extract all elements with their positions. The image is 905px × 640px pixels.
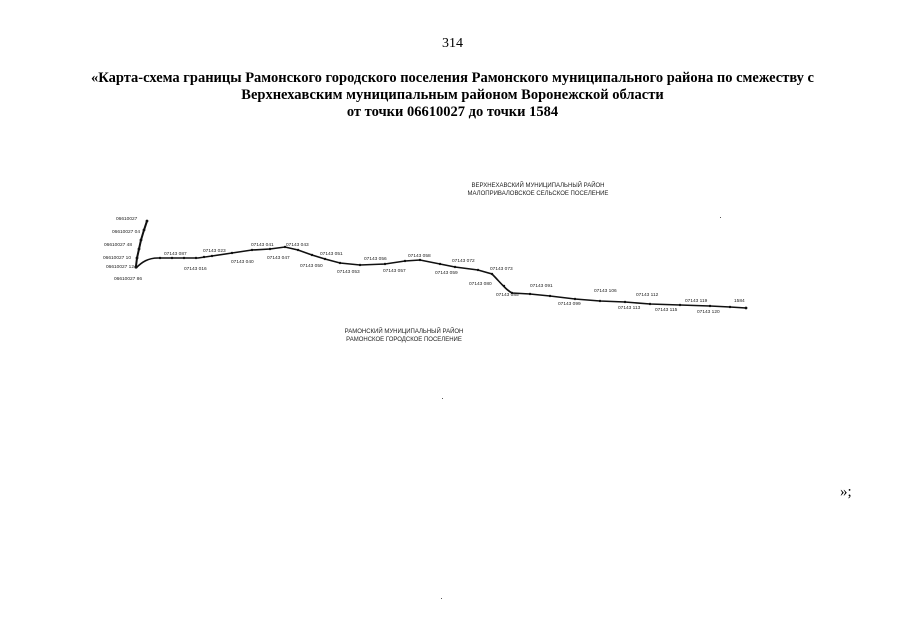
- point-label: 07143 080: [469, 282, 492, 287]
- point-marker: [624, 301, 626, 303]
- point-label: 07143 073: [490, 267, 513, 272]
- point-label: 1584: [734, 299, 745, 304]
- point-marker: [384, 263, 386, 265]
- point-label: 07143 112: [636, 293, 659, 298]
- point-label: 06610027 86: [114, 277, 143, 282]
- point-marker: [404, 260, 406, 262]
- point-label: 07143 058: [408, 254, 431, 259]
- point-label: 07143 085: [496, 293, 519, 298]
- title-line-2: Верхнехавским муниципальным районом Воронежской области: [241, 87, 664, 103]
- point-marker: [297, 249, 299, 251]
- point-label: 07143 053: [337, 270, 360, 275]
- point-marker: [251, 249, 253, 251]
- title-line-3: от точки 06610027 до точки 1584: [346, 104, 559, 120]
- point-marker: [311, 254, 313, 256]
- point-label: 06610027: [116, 217, 138, 222]
- point-label: 07143 059: [435, 271, 458, 276]
- point-label: 07143 051: [320, 252, 343, 257]
- point-marker: [477, 269, 479, 271]
- point-marker: [599, 300, 601, 302]
- point-label: 07143 043: [286, 243, 309, 248]
- point-label: 07143 106: [594, 289, 617, 294]
- point-label: 07143 040: [231, 260, 254, 265]
- point-marker: [709, 305, 711, 307]
- point-marker: [138, 248, 141, 251]
- point-marker: [339, 262, 341, 264]
- point-marker: [171, 257, 173, 259]
- point-marker: [574, 298, 576, 300]
- point-label: 07143 023: [203, 249, 226, 254]
- south-region-label-2: РАМОНСКОЕ ГОРОДСКОЕ ПОСЕЛЕНИЕ: [346, 337, 462, 343]
- point-label: 07143 056: [364, 257, 387, 262]
- point-marker: [140, 239, 143, 242]
- point-marker: [211, 255, 213, 257]
- point-marker: [454, 266, 456, 268]
- scan-speck: [441, 598, 442, 599]
- point-label: 07143 050: [300, 264, 323, 269]
- point-marker: [134, 265, 137, 268]
- boundary-branch-north: [136, 221, 147, 266]
- point-labels: [103, 216, 745, 315]
- point-label: 06610027 10: [103, 256, 132, 261]
- scan-speck: [720, 217, 721, 218]
- point-marker: [419, 259, 421, 261]
- point-label: 07143 099: [558, 302, 581, 307]
- point-marker: [324, 258, 326, 260]
- point-label: 07143 115: [655, 308, 678, 313]
- page-number: 314: [442, 36, 463, 51]
- point-marker: [159, 257, 161, 259]
- point-label: 07143 119: [685, 299, 708, 304]
- scan-speck: [442, 398, 443, 399]
- title-line-1: «Карта-схема границы Рамонского городского поселения Рамонского муниципального района по смежеству с: [91, 70, 814, 86]
- point-label: 07143 047: [267, 256, 290, 261]
- point-marker: [679, 304, 681, 306]
- point-marker: [195, 257, 197, 259]
- point-label: 07143 091: [530, 284, 553, 289]
- point-marker: [649, 303, 651, 305]
- point-marker: [143, 229, 146, 232]
- point-marker: [359, 264, 361, 266]
- north-region-label-1: ВЕРХНЕХАВСКИЙ МУНИЦИПАЛЬНЫЙ РАЙОН: [471, 183, 605, 189]
- point-marker: [745, 307, 748, 310]
- point-marker: [183, 257, 185, 259]
- point-label: 07143 041: [251, 243, 274, 248]
- point-marker: [729, 306, 731, 308]
- point-marker: [549, 295, 551, 297]
- boundary-line: [136, 247, 746, 308]
- point-marker: [231, 252, 233, 254]
- point-marker: [503, 285, 505, 287]
- point-marker: [136, 257, 139, 260]
- point-label: 07143 087: [164, 252, 187, 257]
- point-label: 06610027 48: [104, 243, 133, 248]
- point-marker: [491, 273, 493, 275]
- point-label: 07143 016: [184, 267, 207, 272]
- point-marker: [529, 293, 531, 295]
- south-region-label-1: РАМОНСКИЙ МУНИЦИПАЛЬНЫЙ РАЙОН: [344, 329, 464, 335]
- point-label: 07143 072: [452, 259, 475, 264]
- north-region-label-2: МАЛОПРИВАЛОВСКОЕ СЕЛЬСКОЕ ПОСЕЛЕНИЕ: [467, 191, 609, 197]
- point-label: 06610027 12: [106, 265, 135, 270]
- point-marker: [203, 256, 205, 258]
- point-marker: [439, 263, 441, 265]
- point-marker: [269, 248, 271, 250]
- point-label: 07143 120: [697, 310, 720, 315]
- point-label: 07143 057: [383, 269, 406, 274]
- point-marker: [146, 220, 149, 223]
- closing-quote-mark: »;: [840, 484, 852, 500]
- point-label: 07143 113: [618, 306, 641, 311]
- point-label: 06610027 04: [112, 230, 141, 235]
